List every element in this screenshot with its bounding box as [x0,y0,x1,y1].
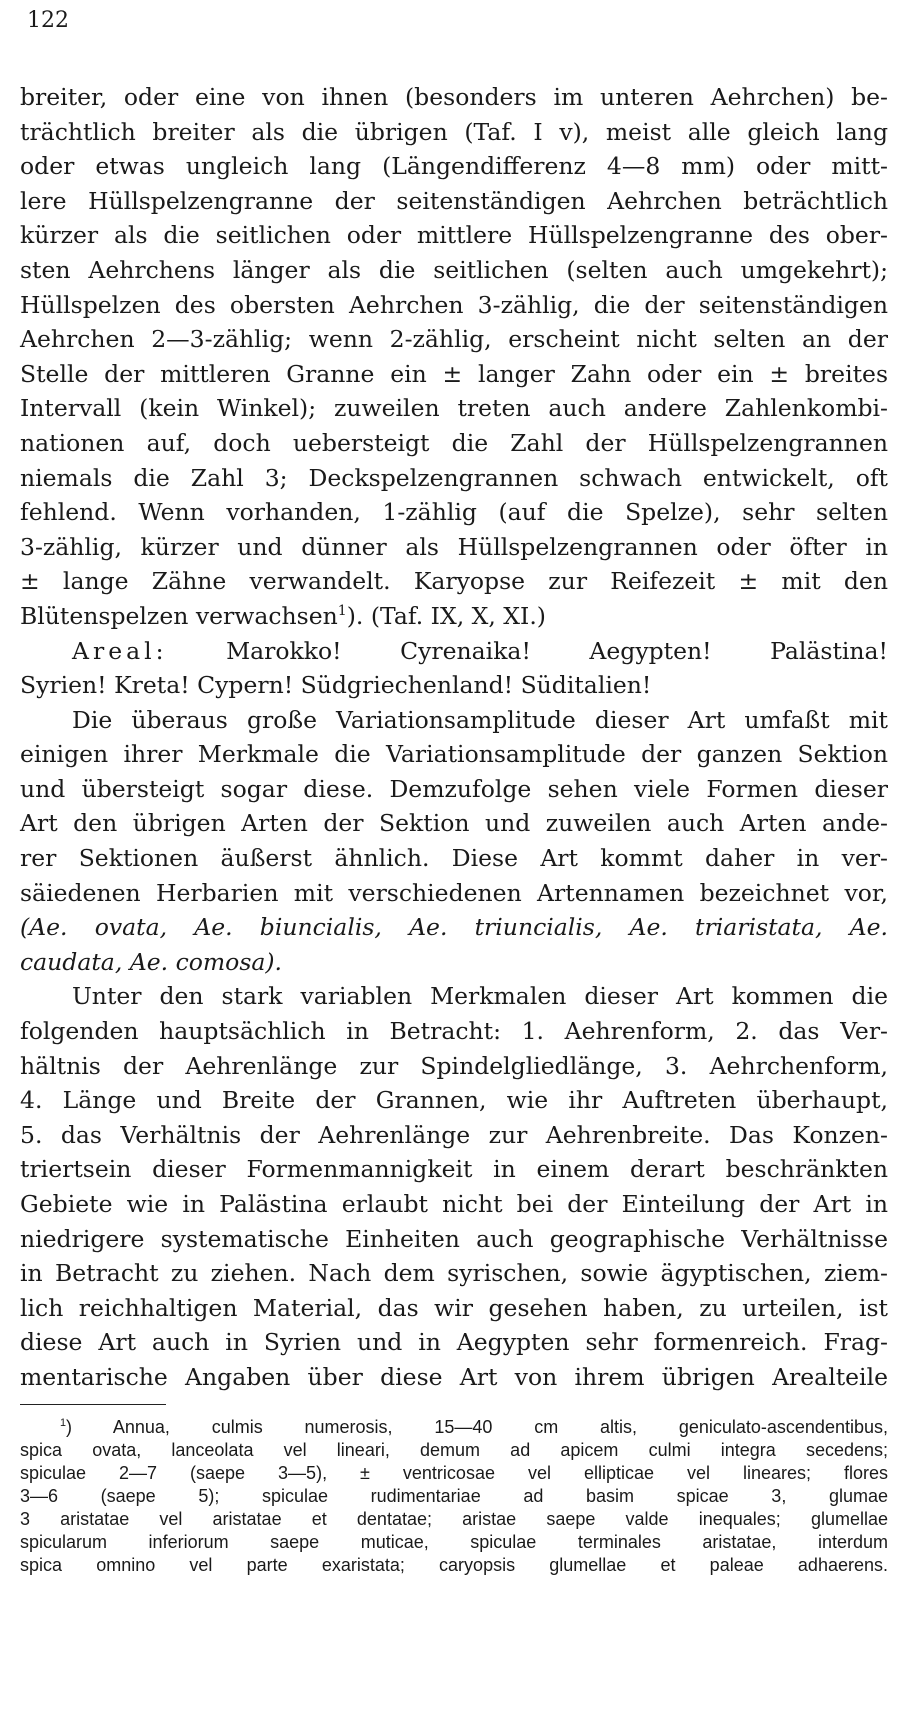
text-line: trächtlich breiter als die übrigen (Taf. I v), meist alle gleich lang [20,117,888,146]
areal-label: Areal: [72,636,168,665]
text-line: lere Hüllspelzengranne der seitenständigen Aehrchen beträchtlich [20,186,888,215]
text-line: Art den übrigen Arten der Sektion und zuweilen auch Arten ande- [20,809,888,838]
text-line: diese Art auch in Syrien und in Aegypten sehr formenreich. Frag- [20,1328,888,1357]
text-line: und übersteigt sogar diese. Demzufolge sehen viele Formen dieser [20,774,888,803]
footnote-text: ) Annua, culmis numerosis, 15—40 cm altis, geniculato-ascendentibus, [66,1417,888,1437]
text-fragment: Blütenspelzen verwachsen [20,601,338,630]
text-line: mentarische Angaben über diese Art von ihrem übrigen Arealteile [20,1362,888,1391]
text-line: Gebiete wie in Palästina erlaubt nicht bei der Einteilung der Art in [20,1190,888,1218]
text-line: Unter den stark variablen Merkmalen dieser Art kommen die [72,982,888,1011]
areal-places: Marokko! Cyrenaika! Aegypten! Palästina! [226,636,888,665]
footnote-line: 3 aristatae vel aristatae et dentatae; aristae saepe valde inequales; glumellae [20,1509,888,1529]
species-list-line [20,910,888,945]
footnote-line: spica omnino vel parte exaristata; caryopsis glumellae et paleae adhaerens. [20,1555,888,1575]
footnote-line: spicularum inferiorum saepe muticae, spiculae terminales aristatae, interdum [20,1532,888,1552]
text-line-with-footnote-ref [20,599,888,634]
footnote-marker: 1 [60,1417,67,1429]
footnote-line: spiculae 2—7 (saepe 3—5), ± ventricosae vel ellipticae vel lineares; flores [20,1463,888,1483]
species-list-line [20,945,888,980]
text-line: rer Sektionen äußerst ähnlich. Diese Art kommt daher in ver- [20,844,888,873]
text-line: Hüllspelzen des obersten Aehrchen 3-zählig, die der seitenständigen [20,290,888,319]
text-line: breiter, oder eine von ihnen (besonders im unteren Aehrchen) be- [20,83,888,111]
text-line: ± lange Zähne verwandelt. Karyopse zur Reifezeit ± mit den [20,567,888,596]
footnote-line: 3—6 (saepe 5); spiculae rudimentariae ad basim spicae 3, glumae [20,1486,888,1506]
footnote-line [20,1416,888,1439]
text-line: niemals die Zahl 3; Deckspelzengrannen schwach entwickelt, oft [20,463,888,492]
text-line: 5. das Verhältnis der Aehrenlänge zur Aehrenbreite. Das Konzen- [20,1120,888,1149]
text-line: 3-zählig, kürzer und dünner als Hüllspelzengrannen oder öfter in [20,532,888,561]
text-line: sten Aehrchens länger als die seitlichen (selten auch umgekehrt); [20,255,888,284]
species-names: caudata, Ae. comosa). [20,947,283,976]
footnote [20,1416,888,1577]
text-line: Die überaus große Variationsamplitude dieser Art umfaßt mit [72,705,888,734]
text-line: Intervall (kein Winkel); zuweilen treten auch andere Zahlenkombi- [20,394,888,423]
text-line: einigen ihrer Merkmale die Variationsamplitude der ganzen Sektion [20,740,888,769]
text-line: in Betracht zu ziehen. Nach dem syrischen, sowie ägyptischen, ziem- [20,1259,888,1288]
text-line: nationen auf, doch uebersteigt die Zahl der Hüllspelzengrannen [20,428,888,457]
text-line: kürzer als die seitlichen oder mittlere Hüllspelzengranne des ober- [20,221,888,250]
text-line: Stelle der mittleren Granne ein ± langer Zahn oder ein ± breites [20,359,888,388]
footnote-divider [20,1404,166,1405]
text-line: triertsein dieser Formenmannigkeit in einem derart beschränkten [20,1155,888,1184]
text-line: fehlend. Wenn vorhanden, 1-zählig (auf die Spelze), sehr selten [20,498,888,527]
text-line: 4. Länge und Breite der Grannen, wie ihr Auftreten überhaupt, [20,1086,888,1115]
text-line: säiedenen Herbarien mit verschiedenen Artennamen bezeichnet vor, [20,878,888,907]
text-line: niedrigere systematische Einheiten auch geographische Verhältnisse [20,1224,888,1253]
text-line: oder etwas ungleich lang (Längendifferenz 4—8 mm) oder mitt- [20,152,888,181]
areal-line [20,634,888,669]
main-text [20,80,888,1395]
text-line: lich reichhaltigen Material, das wir gesehen haben, zu urteilen, ist [20,1293,888,1322]
text-line: Aehrchen 2—3-zählig; wenn 2-zählig, erscheint nicht selten an der [20,325,888,354]
footnote-reference: 1 [337,603,347,620]
text-line: folgenden hauptsächlich in Betracht: 1. Aehrenform, 2. das Ver- [20,1017,888,1046]
text-fragment: ). (Taf. IX, X, XI.) [346,601,546,630]
areal-places-continued: Syrien! Kreta! Cypern! Südgriechenland! Süditalien! [20,671,652,700]
species-names: (Ae. ovata, Ae. biuncialis, Ae. triuncialis, Ae. triaristata, Ae. [20,913,888,942]
footnote-line: spica ovata, lanceolata vel lineari, demum ad apicem culmi integra secedens; [20,1440,888,1460]
text-line: hältnis der Aehrenlänge zur Spindelgliedlänge, 3. Aehrchenform, [20,1051,888,1080]
page-number: 122 [27,8,69,33]
